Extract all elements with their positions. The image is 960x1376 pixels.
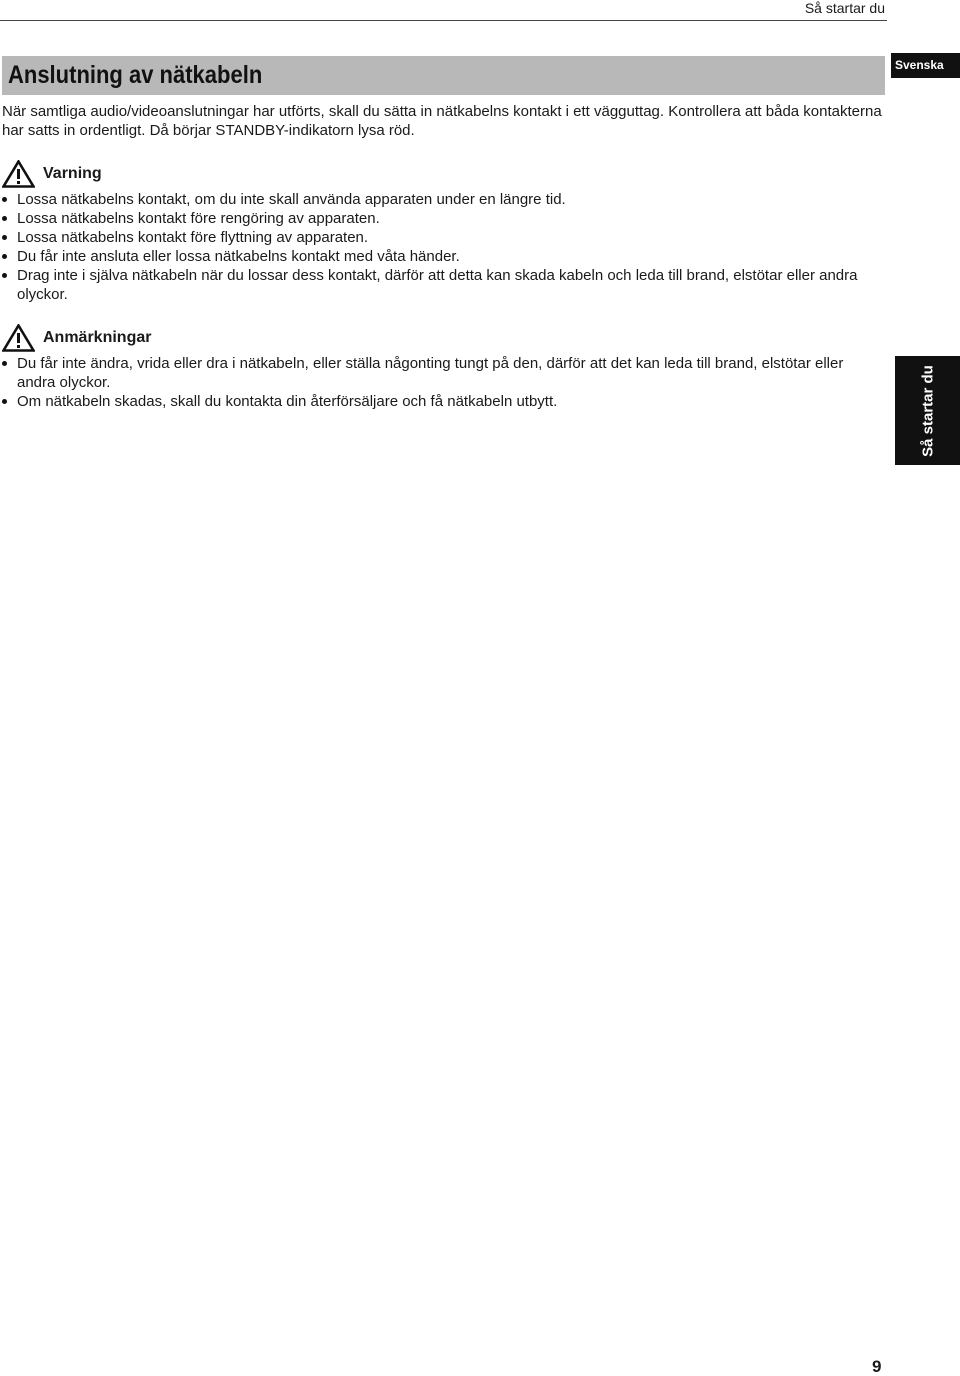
chapter-side-tab (895, 356, 960, 465)
warning-list (2, 190, 882, 304)
warning-title: Varning (43, 165, 102, 182)
notes-list (2, 354, 882, 411)
warning-section (2, 160, 882, 304)
list-item: Lossa nätkabelns kontakt före rengöring av apparaten. (2, 209, 882, 228)
page-number: 9 (872, 1357, 882, 1376)
list-item: Drag inte i själva nätkabeln när du lossar dess kontakt, därför att detta kan skada kabeln och leda till brand, elstötar eller andra olyckor. (2, 266, 882, 304)
list-item: Du får inte ändra, vrida eller dra i nätkabeln, eller ställa någonting tungt på den, därför att det kan leda till brand, elstötar eller andra olyckor. (2, 354, 882, 392)
notes-heading (2, 324, 882, 352)
list-item: Du får inte ansluta eller lossa nätkabelns kontakt med våta händer. (2, 247, 882, 266)
notes-title: Anmärkningar (43, 329, 152, 346)
chapter-side-label: Så startar du (919, 364, 936, 457)
header-rule (0, 20, 887, 21)
running-header: Så startar du (804, 0, 885, 16)
list-item: Om nätkabeln skadas, skall du kontakta din återförsäljare och få nätkabeln utbytt. (2, 392, 882, 411)
warning-heading (2, 160, 882, 188)
notes-section (2, 324, 882, 411)
warning-triangle-icon (2, 160, 35, 188)
section-title: Anslutning av nätkabeln (8, 61, 263, 89)
language-tab: Svenska (891, 53, 960, 78)
intro-paragraph: När samtliga audio/videoanslutningar har utförts, skall du sätta in nätkabelns kontakt i ett vägguttag. Kontrollera att båda kontakterna har satts in ordentligt. Då börjar STANDBY-indikatorn lysa röd. (2, 103, 882, 139)
list-item: Lossa nätkabelns kontakt, om du inte skall använda apparaten under en längre tid. (2, 190, 882, 209)
warning-triangle-icon (2, 324, 35, 352)
section-title-bar (2, 56, 885, 95)
list-item: Lossa nätkabelns kontakt före flyttning av apparaten. (2, 228, 882, 247)
